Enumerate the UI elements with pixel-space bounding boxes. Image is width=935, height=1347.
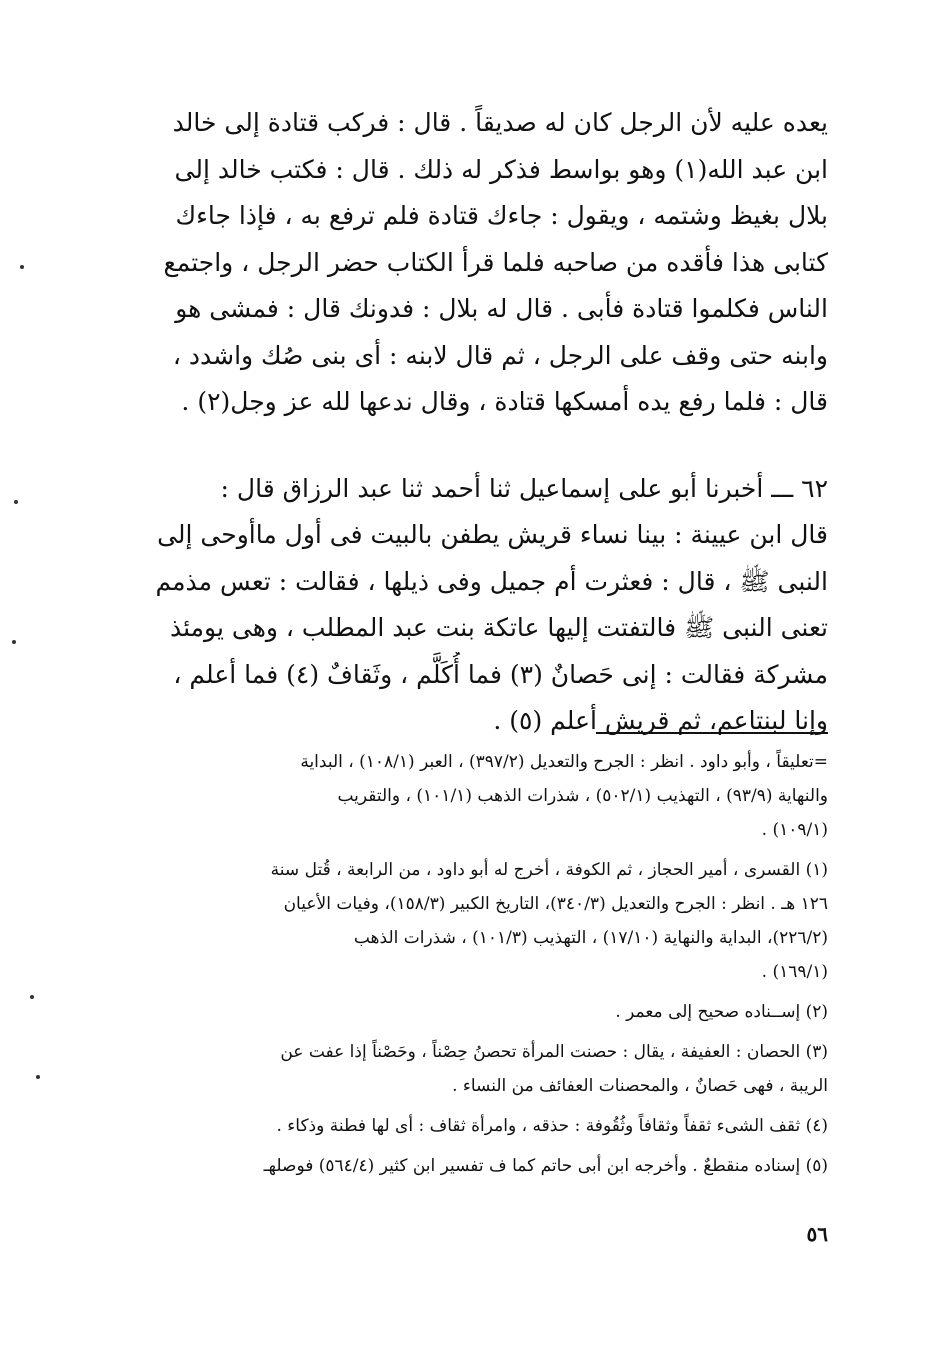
footnote-line: (٤) ثقف الشىء ثقفاً وثقافاً وثُقُوفة : حذقه ، وامرأة ثقاف : أى لها فطنة وذكاء . xyxy=(276,1116,828,1136)
footnote-line: الريبة ، فهى حَصانٌ ، والمحصنات العفائف من النساء . xyxy=(452,1076,828,1096)
text-line: النبى ﷺ ، قال : فعثرت أم جميل وفى ذيلها ، فقالت : تعس مذمم xyxy=(155,566,828,596)
text-line: يعده عليه لأن الرجل كان له صديقاً . قال : فركب قتادة إلى خالد xyxy=(172,108,828,137)
footnote-line: (٢٢٦/٢)، البداية والنهاية (١٧/١٠) ، التهذيب (١٠١/٣) ، شذرات الذهب xyxy=(353,928,828,948)
footnote-line: ١٢٦ هـ . انظر : الجرح والتعديل (٣٤٠/٣)، التاريخ الكبير (١٥٨/٣)، وفيات الأعيان xyxy=(283,894,828,914)
text-line: الناس فكلموا قتادة فأبى . قال له بلال : فدونك قال : فمشى هو xyxy=(175,294,828,323)
footnote-4 xyxy=(150,1109,828,1143)
footnote-line: (٢) إســناده صحيح إلى معمر . xyxy=(615,1002,828,1022)
text-line: ابن عبد الله(١) وهو بواسط فذكر له ذلك . قال : فكتب خالد إلى xyxy=(174,154,828,184)
book-page xyxy=(150,100,828,1246)
text-line: وابنه حتى وقف على الرجل ، ثم قال لابنه : أى بنى صُك واشدد ، xyxy=(172,340,828,370)
text-line: وإنا لبنتاعم، ثم قريش أعلم (٥) . xyxy=(493,706,828,735)
footnote-continuation xyxy=(150,745,828,847)
main-text xyxy=(150,100,828,745)
text-line: مشركة فقالت : إنى حَصانٌ (٣) فما أُكَلَّم ، وثَقافٌ (٤) فما أعلم ، xyxy=(173,659,828,689)
footnote-separator xyxy=(596,732,828,734)
scan-speck xyxy=(20,265,24,269)
footnote-2 xyxy=(150,995,828,1029)
paragraph-1 xyxy=(150,100,828,426)
footnote-3 xyxy=(150,1035,828,1103)
scan-speck xyxy=(36,1075,40,1079)
footnote-5 xyxy=(150,1149,828,1183)
footnote-line: والنهاية (٩٣/٩) ، التهذيب (٥٠٢/١) ، شذرات الذهب (١٠١/١) ، والتقريب xyxy=(337,786,828,806)
footnote-line: (٣) الحصان : العفيفة ، يقال : حصنت المرأة تحصنُ حِصْناً ، وحَصْناً إذا عفت عن xyxy=(280,1042,828,1062)
footnote-line: (٥) إسناده منقطعٌ . وأخرجه ابن أبى حاتم كما ف تفسير ابن كثير (٥٦٤/٤) فوصلهـ xyxy=(263,1156,828,1176)
footnote-line: =تعليقاً ، وأبو داود . انظر : الجرح والتعديل (٣٩٧/٢) ، العبر (١٠٨/١) ، البداية xyxy=(300,752,828,772)
footnote-1 xyxy=(150,853,828,989)
scan-speck xyxy=(12,640,16,644)
text-line: كتابى هذا فأقده من صاحبه فلما قرأ الكتاب حضر الرجل ، واجتمع xyxy=(163,247,828,277)
text-line: قال : فلما رفع يده أمسكها قتادة ، وقال ندعها لله عز وجل(٢) . xyxy=(181,387,828,416)
text-line: ٦٢ ـــ أخبرنا أبو على إسماعيل ثنا أحمد ثنا عبد الرزاق قال : xyxy=(220,473,828,503)
text-line: قال ابن عيينة : بينا نساء قريش يطفن بالبيت فى أول ماأوحى إلى xyxy=(157,520,828,549)
footnote-line: (١) القسرى ، أمير الحجاز ، ثم الكوفة ، أخرج له أبو داود ، من الرابعة ، قُتل سنة xyxy=(270,860,828,880)
text-line: بلال بغيظ وشتمه ، ويقول : جاءك قتادة فلم ترفع به ، فإذا جاءك xyxy=(175,201,828,230)
footnotes xyxy=(150,745,828,1189)
scan-speck xyxy=(30,995,34,999)
text-line: تعنى النبى ﷺ فالتفتت إليها عاتكة بنت عبد المطلب ، وهى يومئذ xyxy=(170,613,828,642)
footnote-line: (١٠٩/١) . xyxy=(761,820,828,840)
footnote-line: (١٦٩/١) . xyxy=(761,962,828,982)
scan-speck xyxy=(14,500,18,504)
page-number: ٥٦ xyxy=(806,1222,828,1246)
paragraph-2 xyxy=(150,466,828,745)
